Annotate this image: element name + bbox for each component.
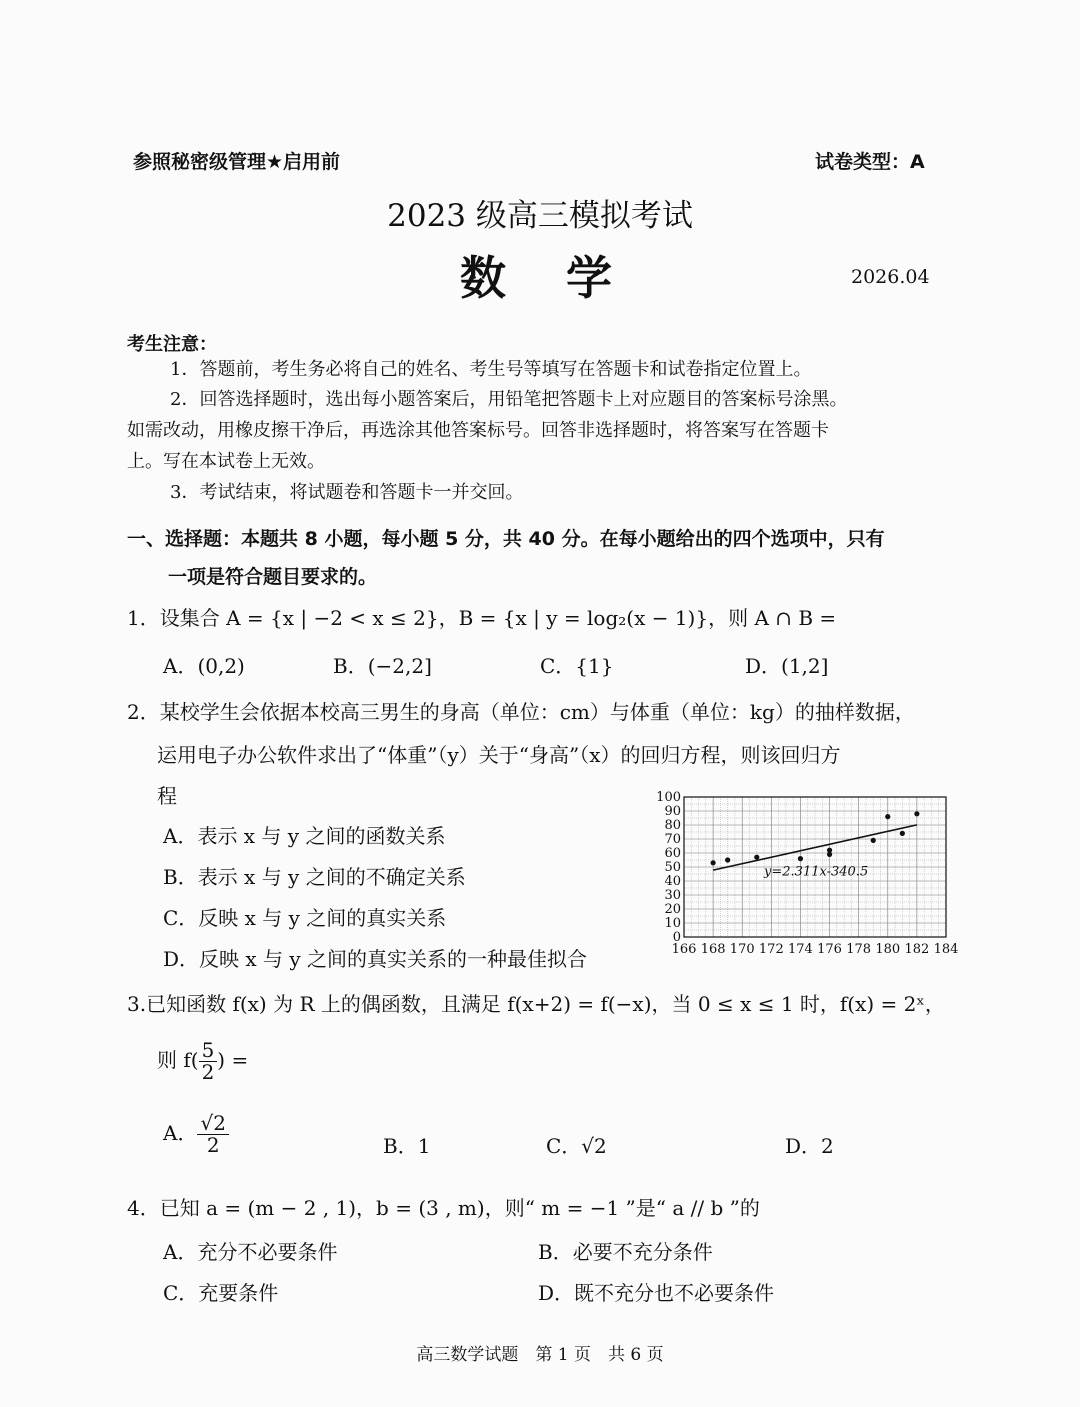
exam-title: 2023 级高三模拟考试 xyxy=(387,198,693,234)
q1-option-a: A．(0,2) xyxy=(163,654,245,678)
fraction-numerator: 5 xyxy=(199,1040,218,1062)
ask-prefix: 则 f( xyxy=(157,1048,199,1072)
question-number: 3. xyxy=(127,992,147,1016)
x-tick-label: 176 xyxy=(817,942,842,957)
fraction-denominator: 2 xyxy=(201,1060,215,1084)
question-stem-line-3: 程 xyxy=(157,784,177,808)
regression-equation-label: y=2.311x-340.5 xyxy=(764,864,869,880)
y-tick-label: 100 xyxy=(656,790,681,805)
notice-item-1: 1．答题前，考生务必将自己的姓名、考生号等填写在答题卡和试卷指定位置上。 xyxy=(170,359,812,380)
question-stem-line-2: 运用电子办公软件求出了“体重”（y）关于“身高”（x）的回归方程，则该回归方 xyxy=(157,743,841,767)
page-footer: 高三数学试题 第 1 页 共 6 页 xyxy=(416,1345,664,1365)
question-2 xyxy=(127,696,915,725)
data-point xyxy=(900,831,905,836)
question-4 xyxy=(127,1192,760,1221)
scatter-chart xyxy=(640,785,965,965)
data-point xyxy=(914,811,919,816)
notice-item-3: 3．考试结束，将试题卷和答题卡一并交回。 xyxy=(170,482,524,503)
fraction-numerator: √2 xyxy=(197,1113,228,1135)
q4-option-c: C．充要条件 xyxy=(163,1281,279,1305)
secret-level-label: 参照秘密级管理★启用前 xyxy=(133,151,341,173)
data-point xyxy=(827,848,832,853)
x-tick-label: 166 xyxy=(671,942,697,957)
q2-option-b: B．表示 x 与 y 之间的不确定关系 xyxy=(163,865,466,889)
q3-option-d: D．2 xyxy=(785,1134,834,1158)
x-tick-label: 182 xyxy=(904,942,930,957)
y-tick-label: 90 xyxy=(664,804,681,819)
data-point xyxy=(725,857,730,862)
paper-type-label: 试卷类型：A xyxy=(815,151,925,173)
q2-option-c: C．反映 x 与 y 之间的真实关系 xyxy=(163,906,447,930)
question-stem: 设集合 A = {x | −2 < x ≤ 2}，B = {x | y = log₂(x − 1)}，则 A ∩ B = xyxy=(159,606,837,630)
notice-item-2-end: 上。写在本试卷上无效。 xyxy=(127,451,325,472)
x-tick-label: 178 xyxy=(846,942,872,957)
ask-suffix: ) = xyxy=(217,1048,249,1072)
ask-fraction xyxy=(199,1040,218,1083)
y-tick-label: 40 xyxy=(664,874,681,889)
question-stem-line-1: 某校学生会依据本校高三男生的身高（单位：cm）与体重（单位：kg）的抽样数据， xyxy=(159,700,915,724)
data-point xyxy=(711,860,716,865)
y-tick-label: 80 xyxy=(664,818,681,833)
q3-option-b: B．1 xyxy=(383,1134,431,1158)
question-number: 2． xyxy=(127,700,160,724)
option-fraction xyxy=(197,1113,228,1156)
question-stem: 已知函数 f(x) 为 R 上的偶函数，且满足 f(x+2) = f(−x)，当 0 ≤ x ≤ 1 时，f(x) = 2ˣ， xyxy=(146,992,945,1016)
q1-option-b: B．(−2,2] xyxy=(333,654,432,678)
x-tick-label: 172 xyxy=(758,942,784,957)
section-heading-cont: 一项是符合题目要求的。 xyxy=(168,566,378,588)
y-tick-label: 50 xyxy=(664,860,681,875)
q1-option-d: D．(1,2] xyxy=(745,654,829,678)
q2-option-a: A．表示 x 与 y 之间的函数关系 xyxy=(163,824,446,848)
y-tick-label: 10 xyxy=(664,916,681,931)
x-tick-label: 180 xyxy=(875,942,901,957)
x-tick-label: 170 xyxy=(729,942,755,957)
question-number: 4． xyxy=(127,1196,160,1220)
y-tick-label: 70 xyxy=(664,832,681,847)
notice-title: 考生注意： xyxy=(127,334,217,355)
y-tick-label: 20 xyxy=(664,902,681,917)
q4-option-d: D．既不充分也不必要条件 xyxy=(538,1281,775,1305)
data-point xyxy=(885,814,890,819)
q1-option-c: C．{1} xyxy=(540,654,614,678)
q2-option-d: D．反映 x 与 y 之间的真实关系的一种最佳拟合 xyxy=(163,947,588,971)
y-tick-label: 60 xyxy=(664,846,681,861)
section-heading: 一、选择题：本题共 8 小题，每小题 5 分，共 40 分。在每小题给出的四个选项中，只有 xyxy=(127,528,885,550)
data-point xyxy=(871,838,876,843)
q3-option-a xyxy=(163,1113,229,1156)
question-stem: 已知 a = (m − 2 , 1)，b = (3 , m)，则“ m = −1 ”是“ a // b ”的 xyxy=(159,1196,760,1220)
q4-option-a: A．充分不必要条件 xyxy=(163,1240,338,1264)
question-3 xyxy=(127,988,945,1017)
x-tick-label: 174 xyxy=(788,942,813,957)
notice-item-2: 2．回答选择题时，选出每小题答案后，用铅笔把答题卡上对应题目的答案标号涂黑。 xyxy=(170,389,848,410)
subject-title: 数学 xyxy=(460,251,672,305)
x-tick-label: 184 xyxy=(933,942,959,957)
q3-option-c: C．√2 xyxy=(546,1134,607,1158)
data-point xyxy=(754,855,759,860)
x-tick-label: 168 xyxy=(700,942,726,957)
question-number: 1． xyxy=(127,606,160,630)
notice-item-2-cont: 如需改动，用橡皮擦干净后，再选涂其他答案标号。回答非选择题时，将答案写在答题卡 xyxy=(127,420,829,441)
question-1 xyxy=(127,602,836,631)
option-label: A． xyxy=(163,1121,198,1145)
fraction-denominator: 2 xyxy=(206,1133,220,1157)
data-point xyxy=(798,856,803,861)
q3-ask xyxy=(157,1040,248,1083)
exam-date: 2026.04 xyxy=(851,266,930,288)
q4-option-b: B．必要不充分条件 xyxy=(538,1240,713,1264)
y-tick-label: 30 xyxy=(664,888,681,903)
y-tick-label: 0 xyxy=(672,930,681,945)
